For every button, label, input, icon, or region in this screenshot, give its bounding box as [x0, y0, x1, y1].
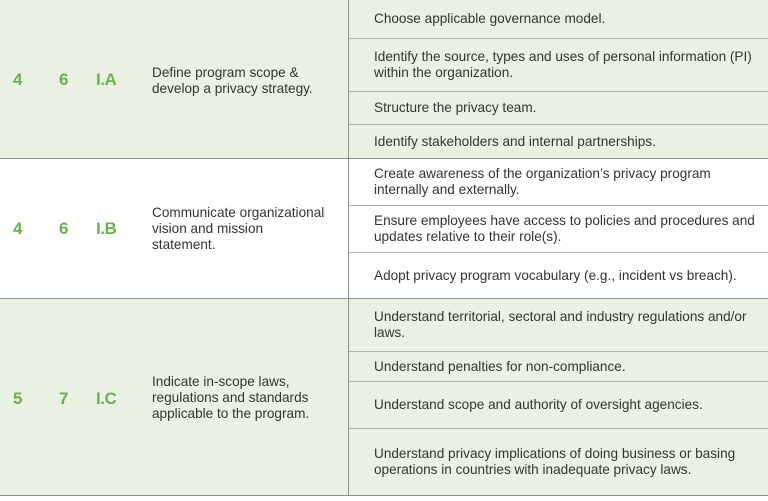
task-cell	[349, 38, 768, 91]
task-text: Adopt privacy program vocabulary (e.g., incident vs breach).	[374, 267, 737, 283]
table-row-group-ib	[0, 158, 768, 298]
section-code: I.A	[96, 70, 117, 89]
col-b-value: 6	[59, 70, 69, 89]
section-code: I.C	[96, 389, 117, 408]
task-cell	[349, 252, 768, 298]
section-code: I.B	[96, 219, 117, 238]
task-cell	[349, 299, 768, 351]
task-text: Choose applicable governance model.	[374, 11, 606, 26]
task-cell	[349, 381, 768, 428]
task-text: Structure the privacy team.	[374, 100, 537, 115]
task-cell	[349, 205, 768, 252]
task-text: Identify stakeholders and internal partnerships.	[374, 133, 656, 149]
task-cell	[349, 124, 768, 158]
col-b-value: 6	[59, 219, 69, 238]
col-a-value: 5	[13, 389, 23, 408]
task-text: Identify the source, types and uses of personal information (PI) within the organization.	[374, 49, 752, 80]
task-cell	[349, 91, 768, 124]
task-text: Understand territorial, sectoral and industry regulations and/or laws.	[374, 309, 747, 340]
table-row-group-ic	[0, 298, 768, 496]
task-cell	[349, 159, 768, 205]
task-text: Understand penalties for non-compliance.	[374, 358, 626, 374]
objective-text: Indicate in-scope laws, regulations and standards applicable to the program.	[152, 374, 310, 421]
table-row-group-ia	[0, 0, 768, 158]
objective-text: Communicate organizational vision and mission statement.	[152, 205, 325, 252]
objective-text: Define program scope & develop a privacy strategy.	[152, 65, 313, 96]
task-text: Understand privacy implications of doing business or basing operations in countries with inadequate privacy laws.	[374, 446, 736, 477]
col-a-value: 4	[13, 219, 23, 238]
task-cell	[349, 428, 768, 495]
task-text: Ensure employees have access to policies and procedures and updates relative to their role(s).	[374, 213, 755, 244]
task-cell	[349, 0, 768, 38]
task-text: Understand scope and authority of oversight agencies.	[374, 397, 703, 412]
task-cell	[349, 351, 768, 381]
col-a-value: 4	[13, 70, 23, 89]
col-b-value: 7	[59, 389, 69, 408]
task-text: Create awareness of the organization’s privacy program internally and externally.	[374, 166, 711, 197]
